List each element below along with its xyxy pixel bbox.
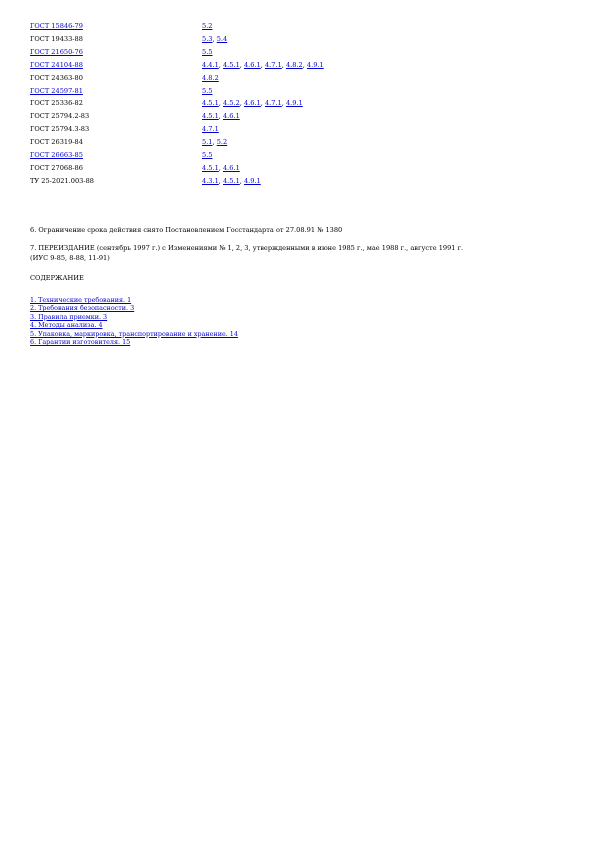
contents-link[interactable]: 3. Правила приемки. 3 bbox=[30, 312, 108, 321]
section-link[interactable]: 4.5.1 bbox=[202, 112, 219, 121]
section-link[interactable]: 4.9.1 bbox=[285, 99, 303, 108]
paragraph-7 bbox=[30, 243, 463, 263]
section-link[interactable]: 4.6.1 bbox=[222, 112, 240, 121]
reference-doc-cell bbox=[30, 33, 202, 46]
paragraph-6: 6. Ограничение срока действия снято Постановлением Госстандарта от 27.08.91 № 1380 bbox=[30, 226, 343, 234]
reference-row bbox=[30, 97, 324, 110]
reference-items-cell: 5.1, 5.2 bbox=[202, 138, 228, 147]
reference-doc-cell bbox=[30, 97, 202, 110]
reference-items-cell: 5.3, 5.4 bbox=[202, 34, 228, 43]
contents-link[interactable]: 5. Упаковка, маркировка, транспортирование и хранение. 14 bbox=[30, 329, 238, 338]
section-link[interactable]: 4.6.1 bbox=[222, 163, 240, 172]
reference-row bbox=[30, 33, 324, 46]
section-link[interactable]: 5.5 bbox=[202, 151, 213, 160]
contents-title: СОДЕРЖАНИЕ bbox=[30, 274, 84, 282]
reference-doc-link[interactable]: ГОСТ 24597-81 bbox=[30, 86, 83, 95]
reference-row bbox=[30, 110, 324, 123]
reference-items-cell bbox=[202, 85, 324, 98]
reference-table bbox=[30, 20, 324, 188]
reference-doc-label: ТУ 25-2021.003-88 bbox=[30, 176, 94, 185]
reference-items-cell bbox=[202, 123, 324, 136]
reference-row bbox=[30, 46, 324, 59]
reference-row bbox=[30, 85, 324, 98]
section-link[interactable]: 4.9.1 bbox=[243, 176, 261, 185]
section-link[interactable]: 4.5.1 bbox=[222, 60, 240, 69]
reference-doc-link[interactable]: ГОСТ 24104-88 bbox=[30, 60, 83, 69]
reference-items-cell bbox=[202, 20, 324, 33]
reference-doc-cell bbox=[30, 46, 202, 59]
section-link[interactable]: 5.5 bbox=[202, 86, 213, 95]
contents-item bbox=[30, 330, 238, 338]
contents-link[interactable]: 6. Гарантии изготовителя. 15 bbox=[30, 338, 131, 347]
section-link[interactable]: 4.6.1 bbox=[243, 60, 261, 69]
contents-link[interactable]: 2. Требования безопасности. 3 bbox=[30, 304, 135, 313]
section-link[interactable]: 4.4.1 bbox=[202, 60, 219, 69]
contents-item bbox=[30, 313, 238, 321]
reference-row bbox=[30, 136, 324, 149]
section-link[interactable]: 4.7.1 bbox=[202, 125, 219, 134]
reference-items-cell bbox=[202, 46, 324, 59]
reference-row bbox=[30, 72, 324, 85]
reference-doc-cell bbox=[30, 72, 202, 85]
contents-item bbox=[30, 304, 238, 312]
reference-doc-link[interactable]: ГОСТ 21650-76 bbox=[30, 47, 83, 56]
section-link[interactable]: 4.7.1 bbox=[264, 60, 282, 69]
section-link[interactable]: 4.3.1 bbox=[202, 176, 219, 185]
contents-link[interactable]: 1. Технические требования. 1 bbox=[30, 296, 132, 304]
reference-doc-cell bbox=[30, 110, 202, 123]
section-link[interactable]: 4.6.1 bbox=[243, 99, 261, 108]
section-link[interactable]: 4.7.1 bbox=[264, 99, 282, 108]
section-link[interactable]: 4.5.2 bbox=[222, 99, 240, 108]
reference-doc-label: ГОСТ 19433-88 bbox=[30, 34, 83, 43]
reference-row bbox=[30, 123, 324, 136]
section-link[interactable]: 5.2 bbox=[202, 22, 213, 30]
section-link[interactable]: 4.8.2 bbox=[285, 60, 303, 69]
reference-doc-label: ГОСТ 27068-86 bbox=[30, 163, 83, 172]
reference-row bbox=[30, 59, 324, 72]
reference-doc-label: ГОСТ 24363-80 bbox=[30, 73, 83, 82]
reference-row bbox=[30, 20, 324, 33]
reference-row bbox=[30, 162, 324, 175]
reference-doc-cell bbox=[30, 136, 202, 149]
section-link[interactable]: 5.4 bbox=[216, 34, 228, 43]
contents-link[interactable]: 4. Методы анализа. 4 bbox=[30, 321, 103, 330]
reference-items-cell: 4.3.1, 4.5.1, 4.9.1 bbox=[202, 176, 261, 185]
section-link[interactable]: 4.9.1 bbox=[306, 60, 324, 69]
reference-items-cell: 4.5.1, 4.6.1 bbox=[202, 112, 240, 121]
reference-items-cell: 4.4.1, 4.5.1, 4.6.1, 4.7.1, 4.8.2, 4.9.1 bbox=[202, 60, 324, 69]
paragraph-7-line-2: (ИУС 9-85, 8-88, 11-91) bbox=[30, 254, 110, 262]
section-link[interactable]: 4.5.1 bbox=[202, 163, 219, 172]
contents-item bbox=[30, 338, 238, 346]
section-link[interactable]: 4.5.1 bbox=[222, 176, 240, 185]
section-link[interactable]: 4.8.2 bbox=[202, 73, 219, 82]
reference-doc-label: ГОСТ 26319-84 bbox=[30, 138, 83, 147]
contents-item bbox=[30, 321, 238, 329]
contents-item bbox=[30, 296, 238, 304]
reference-doc-cell bbox=[30, 85, 202, 98]
reference-doc-cell bbox=[30, 20, 202, 33]
reference-doc-label: ГОСТ 25794.3-83 bbox=[30, 125, 90, 134]
paragraph-7-line-1: 7. ПЕРЕИЗДАНИЕ (сентябрь 1997 г.) с Изменениями № 1, 2, 3, утвержденными в июне 1985 г., мае 1988 г., августе 1991 г. bbox=[30, 244, 464, 252]
reference-doc-cell bbox=[30, 175, 202, 188]
section-link[interactable]: 5.1 bbox=[202, 138, 213, 147]
section-link[interactable]: 4.5.1 bbox=[202, 99, 219, 108]
reference-doc-label: ГОСТ 25794.2-83 bbox=[30, 112, 90, 121]
reference-doc-label: ГОСТ 25336-82 bbox=[30, 99, 83, 108]
reference-doc-cell bbox=[30, 123, 202, 136]
section-link[interactable]: 5.3 bbox=[202, 34, 213, 43]
reference-doc-cell bbox=[30, 162, 202, 175]
reference-doc-cell bbox=[30, 149, 202, 162]
reference-row bbox=[30, 175, 324, 188]
contents-list bbox=[30, 296, 238, 346]
reference-items-cell bbox=[202, 72, 324, 85]
reference-doc-cell bbox=[30, 59, 202, 72]
section-link[interactable]: 5.2 bbox=[216, 138, 228, 147]
reference-items-cell: 4.5.1, 4.6.1 bbox=[202, 163, 240, 172]
reference-items-cell bbox=[202, 149, 324, 162]
reference-items-cell: 4.5.1, 4.5.2, 4.6.1, 4.7.1, 4.9.1 bbox=[202, 99, 303, 108]
reference-doc-link[interactable]: ГОСТ 15846-79 bbox=[30, 22, 83, 30]
section-link[interactable]: 5.5 bbox=[202, 47, 213, 56]
reference-doc-link[interactable]: ГОСТ 26663-85 bbox=[30, 151, 83, 160]
reference-row bbox=[30, 149, 324, 162]
